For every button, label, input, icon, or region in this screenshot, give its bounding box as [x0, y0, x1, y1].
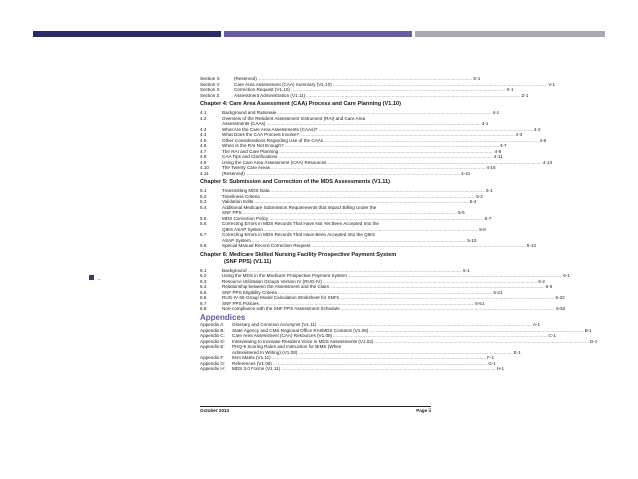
toc-entry-title: Relationship between the Assessment and the Claim — [222, 284, 330, 289]
toc-entry-title: Assessment Administration (V1.11) — [234, 92, 306, 98]
toc-entry-page: 6-2 — [538, 278, 545, 284]
toc-entry-title: Additional Medicare Submission Requirements that Impact Billing Under the — [222, 204, 377, 210]
footer-page-number: Page ii — [416, 408, 431, 413]
toc-entry-title: Correction Request (V1.10) — [234, 87, 290, 92]
toc-entry-number: 6.1 — [200, 267, 207, 273]
toc-entry-page: 6-22 — [555, 295, 565, 300]
toc-entry-number: 6.3 — [200, 278, 207, 284]
toc-entry-page: 4-3 — [515, 132, 523, 137]
toc-entry-page: 5-2 — [476, 193, 483, 199]
toc-entry-number: 4.11 — [200, 170, 209, 176]
chapter-4-heading: Chapter 4: Care Area Assessment (CAA) Process and Care Planning (V1.10) — [200, 101, 402, 107]
toc-entry-page: 4-2 — [533, 126, 541, 132]
toc-entry — [200, 366, 504, 372]
toc-entry-page: 6-52 — [556, 306, 566, 311]
toc-entry-title: The RAI and Care Planning — [222, 148, 279, 154]
toc-entry-title-continued: SNF PPS — [222, 210, 242, 215]
toc-entry-page: 5-4 — [469, 199, 477, 204]
toc-entry-page: 6-1 — [462, 267, 470, 273]
toc-entry-number: 6.4 — [200, 284, 207, 289]
toc-entry-page: D-1 — [589, 338, 598, 344]
toc-entry-title: Correcting Errors in MDS Records That Have Been Accepted Into the QIES — [222, 232, 376, 237]
toc-entry-number: Appendix A: — [200, 322, 225, 327]
toc-entry-number: Appendix D: — [200, 338, 226, 344]
toc-entry-number: 5.8 — [200, 243, 207, 248]
toc-entry-number: 5.2 — [200, 193, 207, 199]
toc-entry-page: E-1 — [513, 349, 521, 355]
toc-entry-page: 4-16 — [486, 165, 496, 170]
toc-entry-title: Glossary and Common Acronyms (V1.11) — [232, 322, 317, 327]
square-bullet-icon — [89, 275, 94, 280]
appendices-heading: Appendices — [200, 312, 246, 322]
toc-entry-page: S-1 — [473, 76, 481, 81]
toc-entry-number: 4.3 — [200, 126, 207, 132]
toc-entry-page: 6-1 — [563, 273, 570, 278]
toc-entry-number: 6.5 — [200, 289, 207, 295]
sections-list — [200, 76, 556, 98]
toc-entry-title: Timeliness Criteria — [222, 193, 260, 199]
toc-entry-number: 4.1 — [200, 110, 207, 115]
toc-entry-number: 4.6 — [200, 143, 207, 148]
toc-entry-title: When Is the RAI Not Enough? — [222, 143, 284, 148]
toc-entry-title: Transmitting MDS Data — [222, 188, 270, 193]
toc-entry-number: 5.3 — [200, 199, 207, 204]
toc-entry-page: 5-8 — [479, 226, 486, 232]
toc-entry-title-continued: Administered In Writing) (V1.08) — [232, 349, 298, 355]
toc-entry-number: 6.8 — [200, 306, 207, 311]
toc-entry-page: 4-1 — [481, 121, 489, 126]
dot-leader — [341, 306, 555, 312]
header-bars — [33, 31, 605, 37]
header-bar-1 — [33, 31, 221, 37]
dot-leader — [281, 366, 495, 372]
header-bar-2 — [224, 31, 412, 37]
toc-entry-number: 5.7 — [200, 232, 207, 237]
toc-entry-page: 4-13 — [542, 159, 553, 165]
toc-entry-page: 4-8 — [494, 148, 502, 154]
chapter-6-list — [200, 267, 570, 312]
toc-entry-title: Item Matrix (V1.11) — [232, 355, 271, 360]
toc-entry-page: 5-5 — [458, 210, 465, 215]
toc-entry-title: (Reserved) — [222, 170, 245, 176]
bullet-text: . — [98, 273, 101, 282]
toc-entry-page: 4-41 — [461, 170, 471, 176]
toc-entry-number: 5.4 — [200, 204, 207, 210]
toc-entry-number: 4.5 — [200, 137, 207, 143]
toc-entry-number: 4.9 — [200, 159, 207, 165]
toc-entry-title: What Are the Care Area Assessments (CAAs)? — [222, 126, 318, 132]
chapter-5-heading: Chapter 5: Submission and Correction of the MDS Assessments (V1.11) — [200, 179, 391, 185]
dot-leader — [374, 339, 588, 345]
toc-entry-title: Care Area Assessment (CAA) Resources (V1.08) — [232, 333, 333, 338]
toc-entry-title: Other Considerations Regarding Use of the CAAs — [222, 137, 324, 143]
toc-entry-title: Using the Care Area Assessment (CAA) Resources — [222, 159, 327, 165]
toc-entry-title: PHQ-9 Scoring Rules and Instruction for BIMS (When — [232, 344, 342, 349]
toc-entry-number: Appendix E: — [200, 344, 225, 349]
toc-entry-page: B-1 — [584, 327, 592, 333]
toc-entry-number: 6.2 — [200, 273, 207, 278]
toc-entry-title: MDS Correction Policy — [222, 215, 269, 221]
toc-entry-title: (Reserved) — [234, 76, 257, 81]
toc-entry-title: Using the MDS in the Medicare Prospective Payment System — [222, 273, 347, 278]
page-footer — [200, 406, 431, 414]
toc-entry-title: What Does the CAA Process Involve? — [222, 132, 300, 137]
toc-entry-title: Overview of the Resident Assessment Instrument (RAI) and Care Area — [222, 115, 366, 121]
toc-entry-page: A-1 — [532, 322, 540, 327]
toc-entry-title: Background and Rationale — [222, 110, 277, 115]
dot-leader — [306, 93, 520, 99]
toc-entry-page: G-1 — [488, 360, 496, 366]
dot-leader — [246, 171, 460, 177]
toc-entry-number: 5.1 — [200, 188, 207, 193]
toc-entry-number: 6.7 — [200, 300, 207, 306]
toc-entry-number: Appendix B: — [200, 327, 225, 333]
toc-entry-number: 6.6 — [200, 295, 207, 300]
toc-entry-title: State Agency and CMS Regional Office RAI/MDS Contacts (V1.08) — [232, 327, 369, 333]
chapter-6-heading: Chapter 6: Medicare Skilled Nursing Facility Prospective Payment System — [200, 251, 397, 258]
toc-entry-number: Appendix C: — [200, 333, 226, 338]
toc-entry-title: Special Manual Record Correction Request — [222, 243, 311, 248]
toc-entry-title: SNF PPS Eligibility Criteria — [222, 289, 277, 295]
toc-entry-page: F-1 — [487, 355, 495, 360]
toc-entry-number: Appendix F: — [200, 355, 225, 360]
table-of-contents-page — [200, 76, 598, 416]
toc-entry — [200, 243, 536, 249]
toc-entry-page: Z-1 — [521, 92, 529, 98]
toc-entry-page: 4-7 — [499, 143, 507, 148]
toc-entry-title: References (V1.08) — [232, 360, 272, 366]
toc-entry-number: 4.4 — [200, 132, 207, 137]
toc-entry-page: 5-10 — [467, 237, 477, 243]
toc-entry-title-continued: ASAP System — [222, 237, 251, 243]
toc-entry-title: Correcting Errors in MDS Records That Have Not Yet Been Accepted Into the — [222, 221, 379, 226]
toc-entry-number: 5.5 — [200, 215, 207, 221]
toc-entry-number: Section X — [200, 87, 220, 92]
toc-entry-title: Background — [222, 267, 247, 273]
toc-entry-number: Section Z — [200, 92, 220, 98]
toc-entry-title: SNF PPS Policies — [222, 300, 259, 306]
toc-entry-page: 5-7 — [484, 215, 492, 221]
toc-entry-number: 5.6 — [200, 221, 207, 226]
toc-entry-page: V-1 — [548, 81, 556, 87]
toc-entry-title-continued: Assessments (CAAs) — [222, 121, 266, 126]
toc-entry-page: 5-1 — [486, 188, 493, 193]
toc-entry-number: 4.10 — [200, 165, 209, 170]
toc-entry-number: Section S — [200, 76, 220, 81]
toc-entry-title-continued: QIES ASAP System — [222, 226, 263, 232]
toc-entry-page: C-1 — [548, 333, 556, 338]
toc-entry-title: RUG-IV 66-Group Model Calculation Worksheet for SNFs — [222, 295, 340, 300]
chapter-5-list — [200, 188, 536, 249]
toc-entry — [200, 92, 529, 99]
toc-entry-title: CAA Tips and Clarifications — [222, 154, 278, 159]
dot-leader — [311, 243, 525, 249]
toc-entry-page: H-1 — [496, 366, 504, 371]
toc-entry-number: Section V — [200, 81, 220, 87]
toc-entry-page: 6-5 — [545, 284, 553, 289]
header-bar-3 — [415, 31, 605, 37]
toc-entry-number: Appendix H: — [200, 366, 226, 371]
chapter-4-list — [200, 110, 553, 176]
toc-entry — [200, 170, 471, 177]
toc-entry — [200, 306, 566, 312]
toc-entry-title: Interviewing to Increase Resident Voice in MDS Assessments (V1.02) — [232, 338, 374, 344]
chapter-6-heading-line-2: (SNF PPS) (V1.11) — [224, 258, 272, 265]
footer-date: October 2013 — [200, 408, 230, 413]
toc-entry-page: 6-21 — [493, 289, 503, 295]
toc-entry-title: The Twenty Care Areas — [222, 165, 270, 170]
toc-entry-page: 4-1 — [492, 110, 500, 115]
toc-entry-title: Care Area Assessment (CAA) Summary (V1.10) — [234, 81, 332, 87]
toc-entry-number: Appendix G: — [200, 360, 226, 366]
toc-entry-number: 4.2 — [200, 115, 207, 121]
toc-entry-title: Resource Utilization Groups Version IV (RUG-IV) — [222, 278, 322, 284]
toc-entry-page: X-1 — [506, 87, 514, 92]
toc-entry-page: 5-13 — [526, 243, 536, 248]
appendices-list — [200, 322, 598, 372]
toc-entry-title: Validation Edits — [222, 199, 254, 204]
toc-entry-page: 4-6 — [539, 137, 547, 143]
toc-entry-title: MDS 3.0 Forms (V1.11) — [232, 366, 281, 371]
toc-entry-number: 4.7 — [200, 148, 207, 154]
toc-entry-page: 6-51 — [475, 300, 485, 306]
toc-entry-page: 4-11 — [493, 154, 503, 159]
toc-entry-title: Non-compliance with the SNF PPS Assessment Schedule — [222, 306, 340, 311]
toc-entry-number: 4.8 — [200, 154, 207, 159]
